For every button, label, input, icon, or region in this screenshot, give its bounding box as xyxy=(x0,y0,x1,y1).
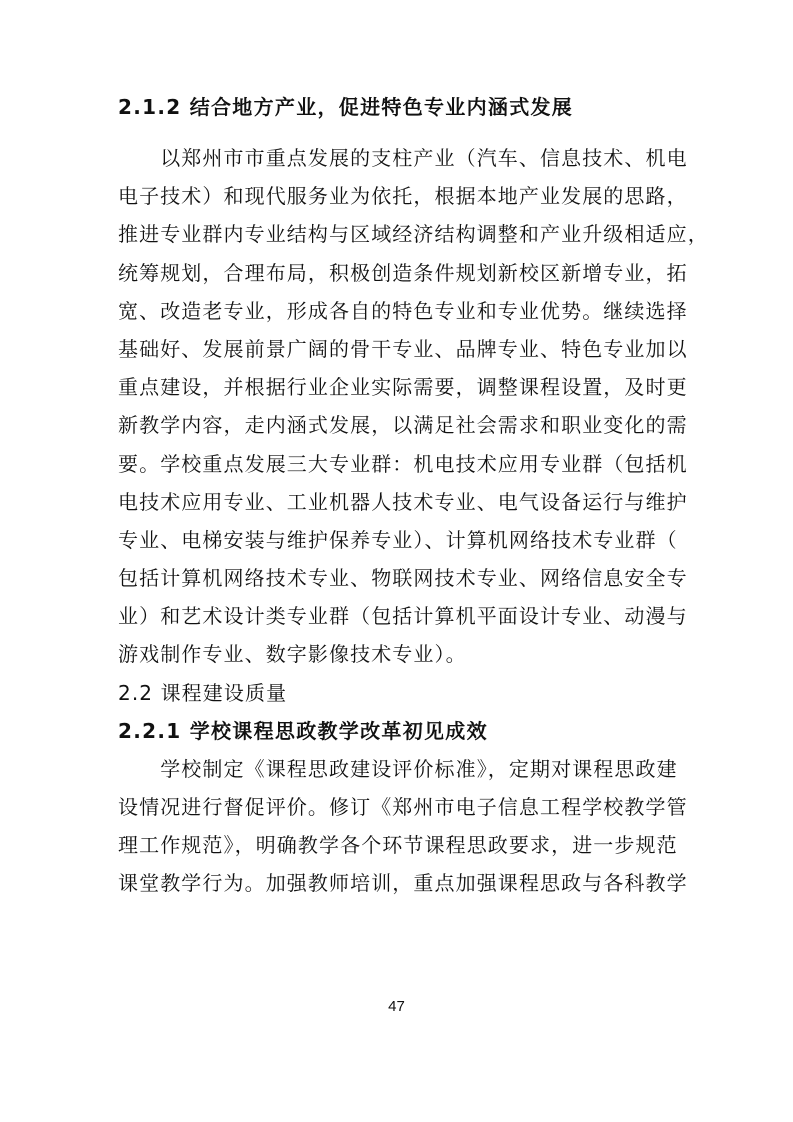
section-heading-2-2-1: 2.2.1 学校课程思政教学改革初见成效 xyxy=(118,719,488,743)
paragraph-line: 新教学内容，走内涵式发展，以满足社会需求和职业变化的需 xyxy=(118,413,688,437)
paragraph-line: 专业、电梯安装与维护保养专业）、计算机网络技术专业群（ xyxy=(118,528,678,552)
paragraph-line: 业）和艺术设计类专业群（包括计算机平面设计专业、动漫与 xyxy=(118,604,688,628)
paragraph-line: 以郑州市市重点发展的支柱产业（汽车、信息技术、机电 xyxy=(118,146,688,170)
paragraph-line: 游戏制作专业、数字影像技术专业）。 xyxy=(118,642,467,666)
paragraph-line: 电子技术）和现代服务业为依托，根据本地产业发展的思路， xyxy=(118,184,688,208)
paragraph-line: 统筹规划，合理布局，积极创造条件规划新校区新增专业，拓 xyxy=(118,261,688,285)
paragraph-line: 推进专业群内专业结构与区域经济结构调整和产业升级相适应， xyxy=(118,222,709,246)
paragraph-line: 课堂教学行为。加强教师培训，重点加强课程思政与各科教学 xyxy=(118,871,688,895)
paragraph-line: 理工作规范》，明确教学各个环节课程思政要求，进一步规范 xyxy=(118,833,678,857)
section-heading-2-2: 2.2 课程建设质量 xyxy=(118,681,288,705)
paragraph-line: 重点建设，并根据行业企业实际需要，调整课程设置，及时更 xyxy=(118,375,688,399)
paragraph-line: 基础好、发展前景广阔的骨干专业、品牌专业、特色专业加以 xyxy=(118,337,688,361)
page-number: 47 xyxy=(388,998,405,1015)
paragraph-line: 学校制定《课程思政建设评价标准》，定期对课程思政建 xyxy=(118,757,678,781)
paragraph-line: 宽、改造老专业，形成各自的特色专业和专业优势。继续选择 xyxy=(118,299,688,323)
paragraph-line: 电技术应用专业、工业机器人技术专业、电气设备运行与维护 xyxy=(118,490,688,514)
paragraph-line: 要。学校重点发展三大专业群：机电技术应用专业群（包括机 xyxy=(118,452,688,476)
paragraph-line: 设情况进行督促评价。修订《郑州市电子信息工程学校教学管 xyxy=(118,795,688,819)
section-heading-2-1-2: 2.1.2 结合地方产业，促进特色专业内涵式发展 xyxy=(118,95,574,119)
paragraph-line: 包括计算机网络技术专业、物联网技术专业、网络信息安全专 xyxy=(118,566,688,590)
